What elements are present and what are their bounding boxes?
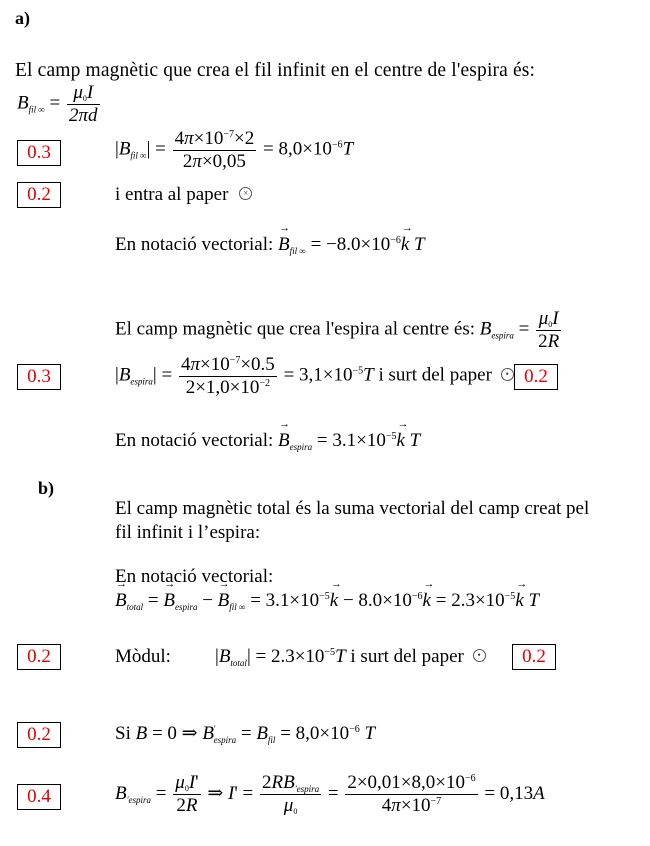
part-b-heading: b) <box>38 478 55 498</box>
formula-b-total-vector: → $B_{total}$ = → $B_{espira}$ − → $B_{fil \infty} = 3.1\times 10^{-5}\to k - 8.0\times 10^{-6}\to k = 2.3\times 10^{-5}\to k$ T <box>115 590 539 612</box>
score-box: 0.4 <box>17 784 61 810</box>
score-box: 0.2 <box>512 644 556 670</box>
circled-dot-icon: • <box>473 649 486 662</box>
vector-label-total: En notació vectorial: <box>115 566 274 587</box>
formula-b-espira-magnitude: $|B_{espira}|$ = $\frac{4\pi\times 10^{-7}\times 0.5}{2\times 1,0\times 10^{-2}}$ = $3,1\times 10^{-5}T$ i surt del paper • <box>115 354 514 399</box>
score-box: 0.3 <box>17 140 61 166</box>
score-box: 0.2 <box>17 722 61 748</box>
score-box: 0.2 <box>514 364 558 390</box>
score-box: 0.2 <box>17 644 61 670</box>
circled-dot-icon: • <box>501 368 514 381</box>
formula-b-fil-magnitude: $|B_{fil \infty}|$ = $\frac{4\pi\times 10^{-7}\times 2}{2\pi\times 0,05}$ = $8,0\times 10^{-6}T$ <box>115 128 354 172</box>
part-a-heading: a) <box>15 8 30 28</box>
formula-b-fil: $B_{fil \infty}$ = $\frac{\mu_0I}{2\pi d}$ <box>17 82 98 126</box>
score-box: 0.2 <box>17 182 61 208</box>
modul-label: Mòdul: <box>115 646 171 667</box>
direction-into-page: i entra al paper × <box>115 184 252 206</box>
part-b-text-line1: El camp magnètic total és la suma vectorial del camp creat pel <box>115 498 590 519</box>
vector-notation-fil: En notació vectorial: → $B_{fil \infty} = -8.0\times 10^{-6}\to k$ T <box>115 234 425 256</box>
intro-text: El camp magnètic que crea el fil infinit en el centre de l'espira és: <box>15 60 536 81</box>
loop-field-text: El camp magnètic que crea l'espira al centre és: $B_{espira}$ = $\frac{\mu_0I}{2R}$ <box>115 308 560 352</box>
formula-zero-condition: Si B = 0 ⇒ $B'_{espira} = B_{fil} = 8,0\times 10^{-6}$ T <box>115 723 376 745</box>
formula-b-total-magnitude: $|B_{total}| = 2.3\times 10^{-5}T$ i surt del paper • <box>215 646 486 668</box>
formula-current: $B_{'espira}$ = $\frac{\mu_0I'}{2R}$ ⇒ I' = $\frac{2RB_{'espira}}{\mu_0}$ = $\frac{2\times 0,01\times 8,0\times 10^{-6}}{4\pi\times 10^{-7}}$ = 0,13A <box>115 772 545 817</box>
circled-x-icon: × <box>239 187 252 200</box>
part-b-text-line2: fil infinit i l’espira: <box>115 522 261 543</box>
score-box: 0.3 <box>17 364 61 390</box>
vector-notation-espira: En notació vectorial: → $B_{espira} = 3.1\times 10^{-5}\to k$ T <box>115 430 420 452</box>
